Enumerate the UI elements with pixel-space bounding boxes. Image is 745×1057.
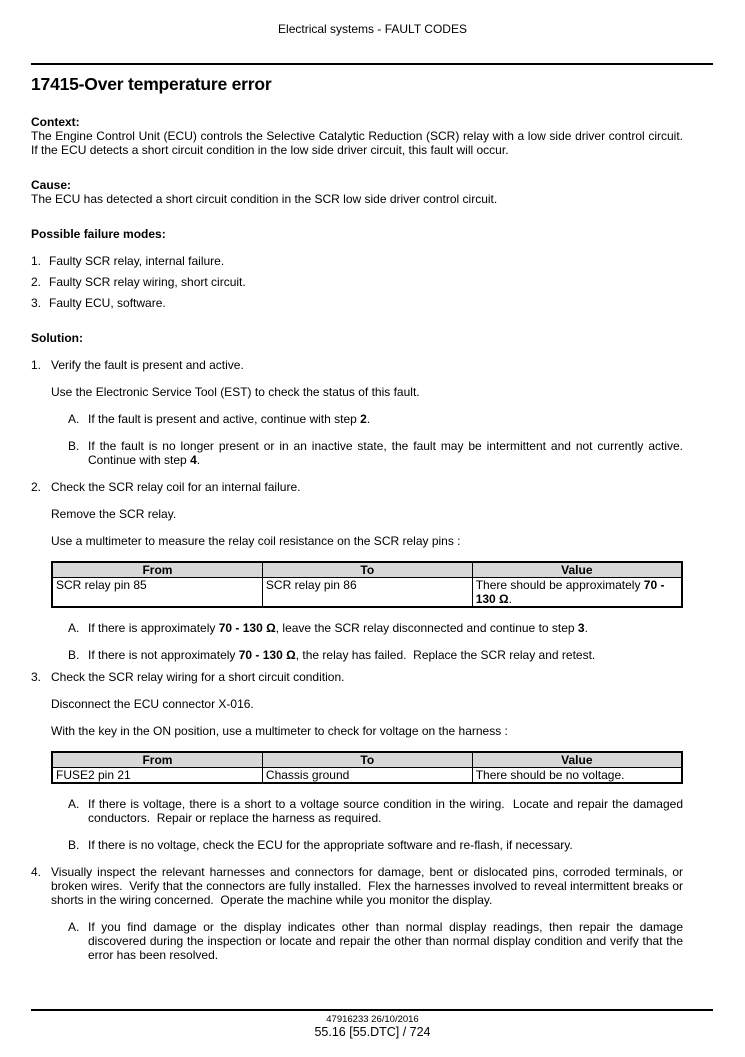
document-body xyxy=(31,115,690,962)
item-text: Faulty SCR relay wiring, short circuit. xyxy=(49,275,246,289)
substep-text: If there is voltage, there is a short to a voltage source condition in the wiring. Locate and repair the damaged conductors. Repair or replace the harness as required. xyxy=(88,797,687,825)
column-header-value: Value xyxy=(472,562,682,578)
cause-text: The ECU has detected a short circuit condition in the SCR low side driver control circuit. xyxy=(31,192,498,206)
substep-text xyxy=(88,621,683,635)
solution-step-3 xyxy=(31,670,683,684)
top-rule xyxy=(31,63,713,65)
failure-modes-list xyxy=(31,254,683,310)
table-row xyxy=(52,768,682,784)
cell-to: SCR relay pin 86 xyxy=(262,578,472,608)
column-header-to: To xyxy=(262,562,472,578)
item-number: 1. xyxy=(31,254,42,268)
substep-letter: A. xyxy=(68,412,80,426)
table-header-row xyxy=(52,562,682,578)
column-header-to: To xyxy=(262,752,472,768)
cell-from: FUSE2 pin 21 xyxy=(52,768,262,784)
step-paragraph: Remove the SCR relay. xyxy=(51,507,177,521)
solution-step-2 xyxy=(31,480,683,494)
substep-A xyxy=(68,412,683,426)
step-paragraph: Disconnect the ECU connector X-016. xyxy=(51,697,254,711)
cell-value xyxy=(472,578,682,608)
bold-run: 2 xyxy=(360,412,367,426)
column-header-value: Value xyxy=(472,752,682,768)
text-run: . xyxy=(508,592,513,606)
step-text: Check the SCR relay coil for an internal failure. xyxy=(51,480,301,494)
text-run: , the relay has failed. Replace the SCR relay and retest. xyxy=(295,648,596,662)
step-number: 2. xyxy=(31,480,42,494)
substep-letter: B. xyxy=(68,838,80,852)
step-text: Verify the fault is present and active. xyxy=(51,358,244,372)
step-number: 3. xyxy=(31,670,42,684)
page-reference: 55.16 [55.DTC] / 724 xyxy=(314,1025,431,1039)
failure-mode-item xyxy=(31,296,683,310)
bold-run: 70 - 130 Ω xyxy=(238,648,296,662)
item-text: Faulty SCR relay, internal failure. xyxy=(49,254,225,268)
substep-B xyxy=(68,439,690,467)
substep-B xyxy=(68,838,683,852)
text-run: . xyxy=(584,621,588,635)
bold-run: 4 xyxy=(190,453,197,467)
solution-label: Solution: xyxy=(31,331,83,345)
step-4-body xyxy=(51,920,687,962)
failure-mode-item xyxy=(31,275,683,289)
item-text: Faulty ECU, software. xyxy=(49,296,166,310)
step-number: 4. xyxy=(31,865,42,879)
cause-label: Cause: xyxy=(31,178,72,192)
text-run: If the fault is no longer present or in an inactive state, the fault may be intermittent and not currently active. Continue with step xyxy=(88,439,690,467)
substep-letter: A. xyxy=(68,797,80,811)
cell-from: SCR relay pin 85 xyxy=(52,578,262,608)
running-header: Electrical systems - FAULT CODES xyxy=(278,22,467,36)
bold-run: 3 xyxy=(577,621,585,635)
text-run: If the fault is present and active, continue with step xyxy=(88,412,361,426)
step-paragraph: With the key in the ON position, use a multimeter to check for voltage on the harness : xyxy=(51,724,508,738)
item-number: 3. xyxy=(31,296,42,310)
substep-A xyxy=(68,920,687,962)
step-paragraph: Use a multimeter to measure the relay coil resistance on the SCR relay pins : xyxy=(51,534,461,548)
table-header-row xyxy=(52,752,682,768)
substep-text xyxy=(88,648,683,662)
text-run: , leave the SCR relay disconnected and continue to step xyxy=(275,621,578,635)
cell-value: There should be no voltage. xyxy=(472,768,682,784)
step-paragraph: Use the Electronic Service Tool (EST) to check the status of this fault. xyxy=(51,385,420,399)
text-run: There should be approximately xyxy=(475,578,644,592)
substep-A xyxy=(68,797,687,825)
column-header-from: From xyxy=(52,752,262,768)
substep-letter: A. xyxy=(68,621,80,635)
substep-text: If you find damage or the display indicates other than normal display readings, then repair the damage discovered during the inspection or locate and repair the other than normal display condition and verify that the error has been resolved. xyxy=(88,920,687,962)
text-run: If there is approximately xyxy=(88,621,219,635)
step-text: Check the SCR relay wiring for a short circuit condition. xyxy=(51,670,345,684)
substep-text: If there is no voltage, check the ECU for the appropriate software and re-flash, if necessary. xyxy=(88,838,573,852)
substep-letter: A. xyxy=(68,920,80,934)
failure-modes-label: Possible failure modes: xyxy=(31,227,166,241)
substep-B xyxy=(68,648,683,662)
step-2-body xyxy=(51,507,683,662)
column-header-from: From xyxy=(52,562,262,578)
solution-step-1 xyxy=(31,358,683,372)
bold-run: 70 - 130 Ω xyxy=(475,578,665,606)
bold-run: 70 - 130 Ω xyxy=(218,621,276,635)
footer-rule xyxy=(31,1009,713,1011)
substep-letter: B. xyxy=(68,648,80,662)
substep-text xyxy=(88,412,683,426)
solution-step-4 xyxy=(31,865,687,907)
step-3-body xyxy=(51,697,687,852)
document-reference: 47916233 26/10/2016 xyxy=(326,1014,419,1025)
table-row xyxy=(52,578,682,608)
resistance-check-table xyxy=(51,561,683,608)
item-number: 2. xyxy=(31,275,42,289)
context-label: Context: xyxy=(31,115,80,129)
step-1-body xyxy=(51,385,690,467)
cell-to: Chassis ground xyxy=(262,768,472,784)
voltage-check-table xyxy=(51,751,683,784)
text-run: . xyxy=(196,453,201,467)
context-text: The Engine Control Unit (ECU) controls the Selective Catalytic Reduction (SCR) relay with a low side driver control circuit. If the ECU detects a short circuit condition in the low side driver circuit, this fault will occur. xyxy=(31,129,690,157)
substep-A xyxy=(68,621,683,635)
substep-letter: B. xyxy=(68,439,80,453)
step-number: 1. xyxy=(31,358,42,372)
page-footer xyxy=(0,1009,745,1040)
substep-text xyxy=(88,439,690,467)
failure-mode-item xyxy=(31,254,683,268)
text-run: If there is not approximately xyxy=(88,648,239,662)
step-text: Visually inspect the relevant harnesses and connectors for damage, bent or dislocated pins, corroded terminals, or broken wires. Verify that the connectors are fully installed. Flex the harnesses involved to reveal intermittent breaks or shorts in the wiring concerned. Operate the machine while you monitor the display. xyxy=(51,865,687,907)
text-run: . xyxy=(366,412,371,426)
page-title: 17415-Over temperature error xyxy=(31,74,272,94)
